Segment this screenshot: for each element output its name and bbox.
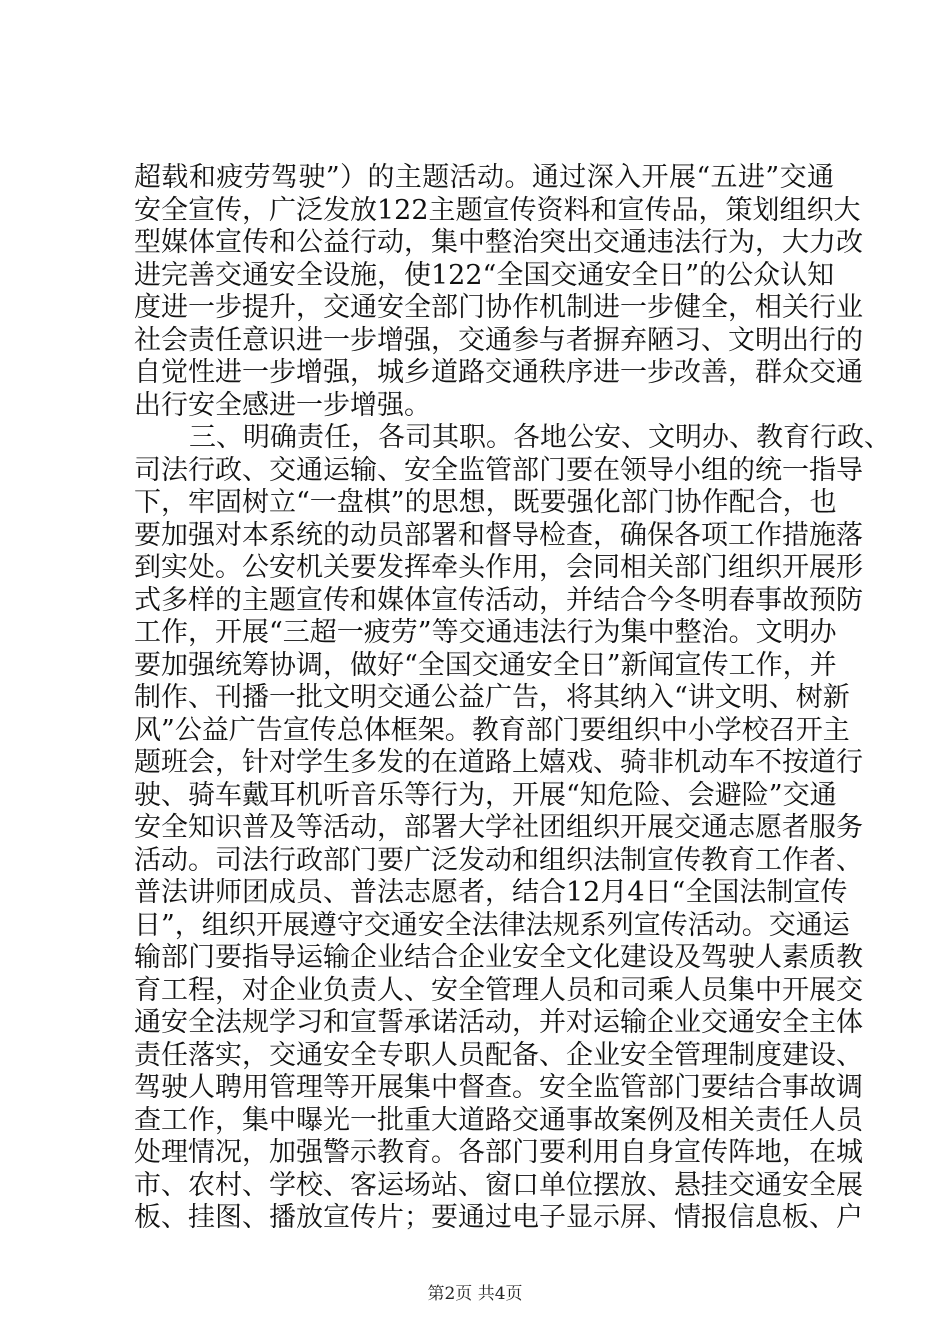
text-line: 查工作，集中曝光一批重大道路交通事故案例及相关责任人员	[134, 1104, 863, 1136]
text-line: 度进一步提升，交通安全部门协作机制进一步健全，相关行业	[134, 292, 863, 323]
text-line: 输部门要指导运输企业结合企业安全文化建设及驾驶人素质教	[134, 942, 863, 973]
text-line: 处理情况，加强警示教育。各部门要利用自身宣传阵地，在城	[134, 1137, 863, 1168]
text-line: 市、农村、学校、客运场站、窗口单位摆放、悬挂交通安全展	[134, 1169, 863, 1201]
page-footer	[0, 1279, 950, 1304]
text-line: 超载和疲劳驾驶”）的主题活动。通过深入开展“五进”交通	[134, 162, 834, 193]
text-line: 自觉性进一步增强，城乡道路交通秩序进一步改善，群众交通	[134, 357, 863, 388]
text-line: 活动。司法行政部门要广泛发动和组织法制宣传教育工作者、	[134, 844, 863, 876]
text-line: 要加强对本系统的动员部署和督导检查，确保各项工作措施落	[134, 519, 863, 551]
text-line: 驾驶人聘用管理等开展集中督查。安全监管部门要结合事故调	[134, 1072, 863, 1103]
paragraph-start-line: 三、明确责任，各司其职。各地公安、文明办、教育行政、	[189, 422, 891, 453]
text-line: 风”公益广告宣传总体框架。教育部门要组织中小学校召开主	[134, 714, 850, 746]
text-line: 到实处。公安机关要发挥牵头作用，会同相关部门组织开展形	[134, 552, 863, 583]
text-line: 安全知识普及等活动，部署大学社团组织开展交通志愿者服务	[134, 812, 863, 843]
text-line: 出行安全感进一步增强。	[134, 389, 431, 421]
page-number: 第2页 共4页	[427, 1284, 523, 1304]
text-line: 下，牢固树立“一盘棋”的思想，既要强化部门协作配合，也	[134, 487, 837, 518]
text-line: 日”，组织开展遵守交通安全法律法规系列宣传活动。交通运	[134, 909, 850, 941]
text-line: 式多样的主题宣传和媒体宣传活动，并结合今冬明春事故预防	[134, 584, 863, 616]
text-line: 型媒体宣传和公益行动，集中整治突出交通违法行为，大力改	[134, 227, 863, 258]
text-line: 板、挂图、播放宣传片；要通过电子显示屏、情报信息板、户	[134, 1202, 863, 1233]
text-line: 司法行政、交通运输、安全监管部门要在领导小组的统一指导	[134, 454, 863, 486]
text-line: 驶、骑车戴耳机听音乐等行为，开展“知危险、会避险”交通	[134, 779, 837, 811]
text-line: 责任落实，交通安全专职人员配备、企业安全管理制度建设、	[134, 1039, 863, 1071]
text-line: 要加强统筹协调，做好“全国交通安全日”新闻宣传工作，并	[134, 649, 837, 681]
document-body	[134, 162, 891, 1235]
text-line: 育工程，对企业负责人、安全管理人员和司乘人员集中开展交	[134, 974, 863, 1006]
text-line: 普法讲师团成员、普法志愿者，结合12月4日“全国法制宣传	[134, 877, 848, 908]
text-line: 工作，开展“三超一疲劳”等交通违法行为集中整治。文明办	[134, 617, 837, 648]
text-line: 安全宣传，广泛发放122主题宣传资料和宣传品，策划组织大	[134, 194, 861, 226]
text-line: 进完善交通安全设施，使122“全国交通安全日”的公众认知	[134, 259, 835, 291]
text-line: 题班会，针对学生多发的在道路上嬉戏、骑非机动车不按道行	[134, 747, 863, 778]
text-line: 制作、刊播一批文明交通公益广告，将其纳入“讲文明、树新	[134, 682, 850, 713]
text-line: 通安全法规学习和宣誓承诺活动，并对运输企业交通安全主体	[134, 1007, 863, 1038]
text-line: 社会责任意识进一步增强，交通参与者摒弃陋习、文明出行的	[134, 324, 863, 356]
